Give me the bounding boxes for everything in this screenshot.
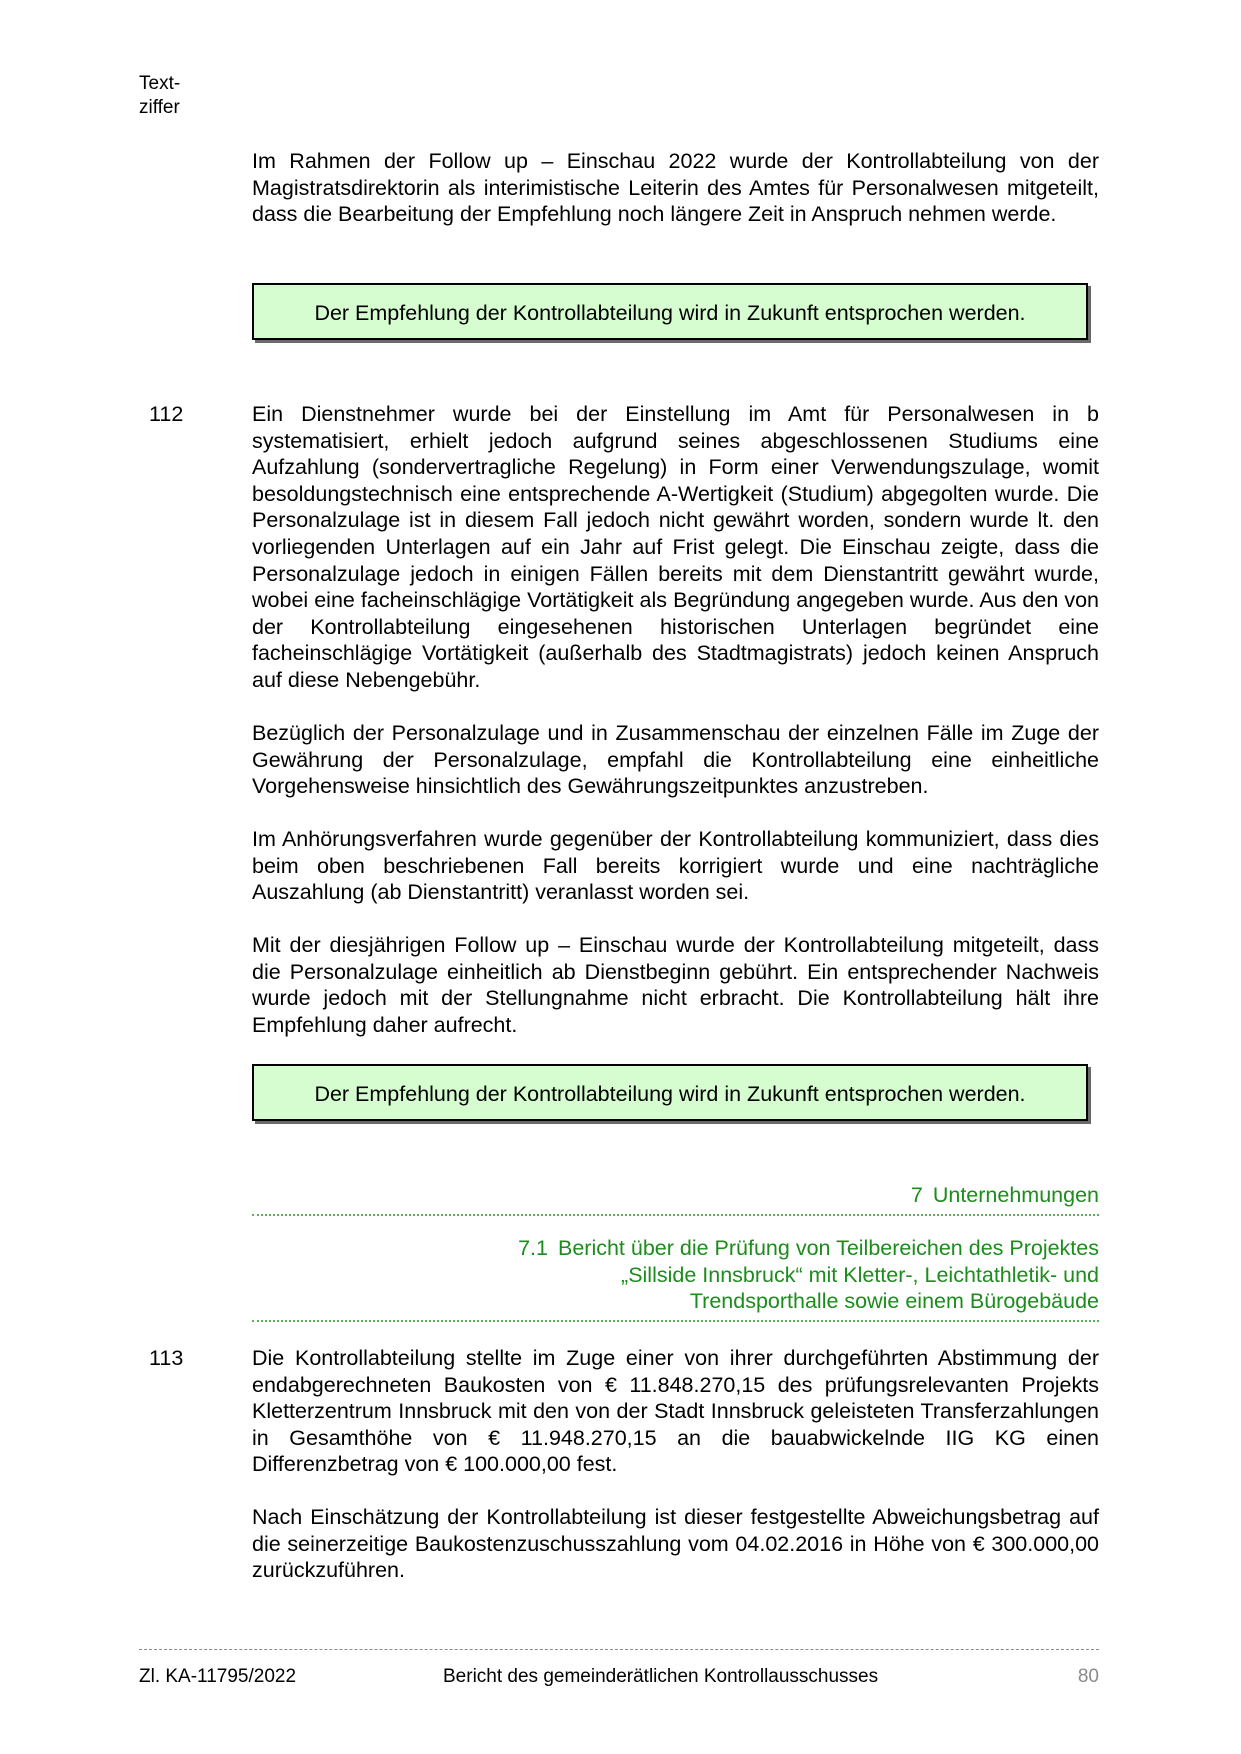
- section-heading-7-1-line1: Bericht über die Prüfung von Teilbereichen des Projektes: [557, 1236, 1099, 1260]
- footer-title: Bericht des gemeinderätlichen Kontrollausschusses: [443, 1666, 879, 1687]
- section-heading-7: [911, 1182, 1099, 1209]
- section-heading-7-1-line3: Trendsporthalle sowie einem Bürogebäude: [689, 1289, 1099, 1314]
- footer-divider: [139, 1649, 1099, 1650]
- recommendation-box-intro: Der Empfehlung der Kontrollabteilung wird in Zukunft entsprochen werden.: [252, 283, 1088, 340]
- section-113-paragraph-2: Nach Einschätzung der Kontrollabteilung ist dieser festgestellte Abweichungsbetrag auf die seinerzeitige Baukostenzuschusszahlung vom 04.02.2016 in Höhe von € 300.000,00 zurückzuführen.: [252, 1505, 1099, 1583]
- section-112-paragraph-3: Im Anhörungsverfahren wurde gegenüber der Kontrollabteilung kommuniziert, dass dies beim oben beschriebenen Fall bereits korrigiert wurde und eine nachträgliche Auszahlung (ab Dienstantritt) veranlasst worden sei.: [252, 827, 1099, 905]
- section-113-paragraph-1: Die Kontrollabteilung stellte im Zuge einer von ihrer durchgeführten Abstimmung der endabgerechneten Baukosten von € 11.848.270,15 des prüfungsrelevanten Projekts Kletterzentrum Innsbruck mit den von der Stadt Innsbruck geleisteten Transferzahlungen in Gesamthöhe von € 11.948.270,15 an die bauabwickelnde IIG KG einen Differenzbetrag von € 100.000,00 fest.: [252, 1346, 1099, 1477]
- textziffer-label-line1: Text-: [139, 73, 181, 94]
- heading-7-divider: [252, 1214, 1099, 1216]
- recommendation-box-112: Der Empfehlung der Kontrollabteilung wird in Zukunft entsprochen werden.: [252, 1064, 1088, 1121]
- footer-reference: Zl. KA-11795/2022: [139, 1666, 297, 1687]
- heading-7-1-divider: [252, 1320, 1099, 1322]
- section-heading-7-number: 7: [910, 1183, 923, 1207]
- textziffer-column-label: [139, 72, 180, 120]
- section-heading-7-1-number: 7.1: [518, 1236, 548, 1260]
- textziffer-label-line2: ziffer: [139, 97, 180, 118]
- footer-page-number: 80: [1077, 1666, 1099, 1687]
- section-heading-7-1: [518, 1235, 1099, 1315]
- textziffer-113: 113: [149, 1346, 184, 1370]
- section-heading-7-1-line2: „Sillside Innsbruck“ mit Kletter-, Leichtathletik- und: [621, 1262, 1099, 1287]
- section-112-paragraph-2: Bezüglich der Personalzulage und in Zusammenschau der einzelnen Fälle im Zuge der Gewährung der Personalzulage, empfahl die Kontrollabteilung eine einheitliche Vorgehensweise hinsichtlich des Gewährungszeitpunktes anzustreben.: [252, 721, 1099, 799]
- section-112-paragraph-1: Ein Dienstnehmer wurde bei der Einstellung im Amt für Personalwesen in b systematisiert, erhielt jedoch aufgrund seines abgeschlossenen Studiums eine Aufzahlung (sondervertragliche Regelung) in Form einer Verwendungszulage, womit besoldungstechnisch eine entsprechende A-Wertigkeit (Studium) abgegolten wurde. Die Personalzulage ist in diesem Fall jedoch nicht gewährt worden, sondern wurde lt. den vorliegenden Unterlagen auf ein Jahr auf Frist gelegt. Die Einschau zeigte, dass die Personalzulage jedoch in einigen Fällen bereits mit dem Dienstantritt gewährt wurde, wobei eine facheinschlägige Vortätigkeit als Begründung angegeben wurde. Aus den von der Kontrollabteilung eingesehenen historischen Unterlagen begründet eine facheinschlägige Vortätigkeit (außerhalb des Stadtmagistrats) jedoch keinen Anspruch auf diese Nebengebühr.: [252, 402, 1099, 692]
- intro-paragraph: Im Rahmen der Follow up – Einschau 2022 wurde der Kontrollabteilung von der Magistratsdirektorin als interimistische Leiterin des Amtes für Personalwesen mitgeteilt, dass die Bearbeitung der Empfehlung noch längere Zeit in Anspruch nehmen werde.: [252, 149, 1099, 227]
- section-112-paragraph-4: Mit der diesjährigen Follow up – Einschau wurde der Kontrollabteilung mitgeteilt, dass die Personalzulage einheitlich ab Dienstbeginn gebührt. Ein entsprechender Nachweis wurde jedoch mit der Stellungnahme nicht erbracht. Die Kontrollabteilung hält ihre Empfehlung daher aufrecht.: [252, 933, 1099, 1037]
- textziffer-112: 112: [149, 402, 184, 426]
- section-heading-7-title: Unternehmungen: [932, 1183, 1099, 1207]
